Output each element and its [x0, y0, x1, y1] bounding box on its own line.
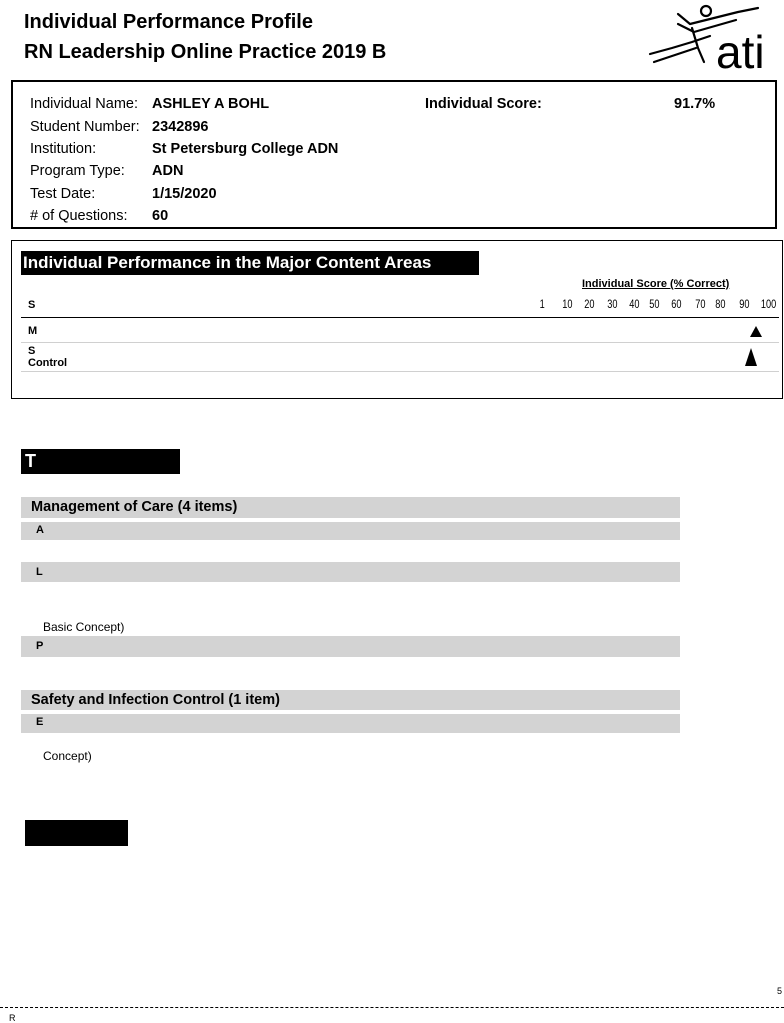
- individual-score-value: 91.7%: [674, 96, 716, 112]
- score-marker-safety: [745, 348, 757, 366]
- logo-arm-top: [678, 8, 758, 24]
- performance-header: Individual Performance in the Major Content Areas: [21, 251, 479, 275]
- topic-bar-label: A: [36, 524, 44, 536]
- tick-20: 20: [584, 299, 595, 311]
- topic-bar-label: P: [36, 640, 44, 652]
- row-label-safety: S: [28, 345, 36, 357]
- topic-bar: [21, 636, 680, 657]
- topic-bar-label: E: [36, 716, 44, 728]
- scale-title: Individual Score (% Correct): [582, 278, 730, 290]
- topic-note: Concept): [43, 749, 92, 763]
- tick-80: 80: [715, 299, 726, 311]
- individual-name-value: ASHLEY A BOHL: [152, 96, 270, 112]
- logo-body: [692, 28, 704, 62]
- section-title-management: Management of Care (4 items): [31, 499, 238, 515]
- tick-1: 1: [539, 299, 545, 311]
- tick-100: 100: [760, 299, 777, 311]
- student-number-label: Student Number:: [30, 119, 140, 135]
- questions-label: # of Questions:: [30, 208, 128, 224]
- column-label: S: [28, 299, 36, 311]
- topic-bar-label: L: [36, 566, 43, 578]
- page-subtitle: RN Leadership Online Practice 2019 B: [24, 41, 387, 63]
- page-number: 5: [777, 986, 783, 996]
- section-title-safety: Safety and Infection Control (1 item): [31, 692, 280, 708]
- row-divider: [21, 342, 779, 343]
- logo-head: [701, 6, 711, 16]
- logo-text: ati: [716, 26, 765, 72]
- test-date-label: Test Date:: [30, 186, 96, 202]
- test-date-value: 1/15/2020: [152, 186, 217, 202]
- tick-50: 50: [649, 299, 660, 311]
- tick-10: 10: [562, 299, 573, 311]
- program-type-label: Program Type:: [30, 163, 125, 179]
- row-label-management: M: [28, 325, 38, 337]
- topic-note: Basic Concept): [43, 620, 125, 634]
- institution-label: Institution:: [30, 141, 97, 157]
- footer-letter: R: [9, 1013, 16, 1023]
- redacted-block: [25, 820, 128, 846]
- tick-70: 70: [695, 299, 706, 311]
- tick-40: 40: [629, 299, 640, 311]
- questions-value: 60: [152, 208, 169, 224]
- student-number-value: 2342896: [152, 119, 209, 135]
- row-label-safety-control: Control: [28, 357, 68, 369]
- institution-value: St Petersburg College ADN: [152, 141, 339, 157]
- tick-60: 60: [671, 299, 682, 311]
- table-header-rule: [21, 317, 779, 318]
- row-divider: [21, 371, 779, 372]
- topic-bar: [21, 522, 680, 540]
- topics-header: T: [21, 449, 180, 474]
- logo-leg-a: [650, 36, 710, 54]
- page-break-line: [0, 1007, 784, 1008]
- tick-30: 30: [607, 299, 618, 311]
- individual-score-label: Individual Score:: [425, 96, 542, 112]
- program-type-value: ADN: [152, 163, 184, 179]
- score-marker-management: [750, 326, 762, 337]
- topic-bar: [21, 562, 680, 582]
- tick-90: 90: [739, 299, 750, 311]
- individual-name-label: Individual Name:: [30, 96, 138, 112]
- topic-bar: [21, 714, 680, 733]
- page-title: Individual Performance Profile: [24, 11, 313, 33]
- ati-logo: [648, 2, 778, 72]
